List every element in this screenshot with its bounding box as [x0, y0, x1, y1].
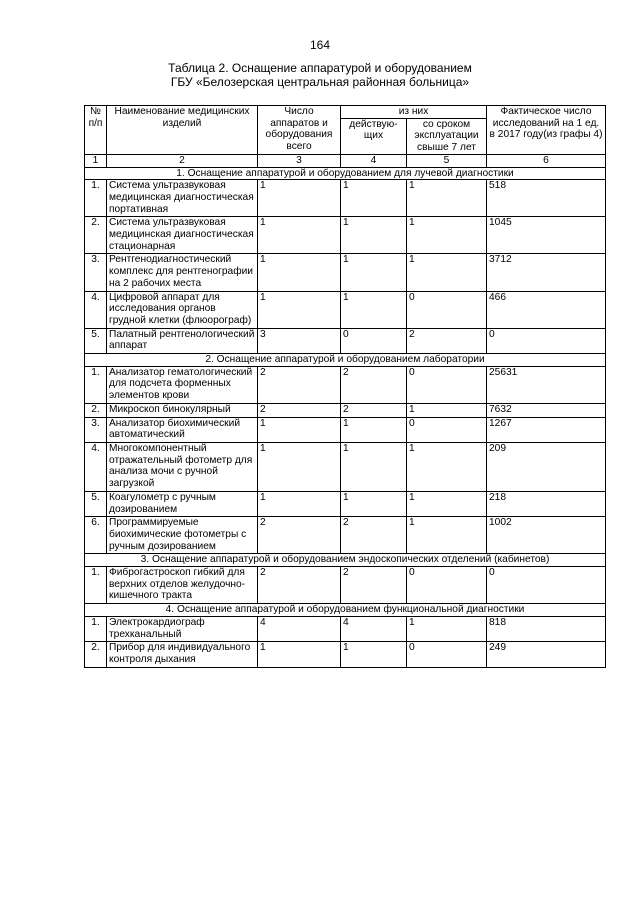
table-row: [85, 642, 606, 667]
column-index-row: [85, 154, 606, 167]
cell-working: 2: [341, 366, 407, 403]
cell-num: 5.: [85, 491, 107, 516]
section-header-row: [85, 354, 606, 367]
cell-name: Прибор для индивидуального контроля дыхания: [107, 642, 258, 667]
section-title: 4. Оснащение аппаратурой и оборудованием функциональной диагностики: [85, 604, 606, 617]
cell-total: 1: [258, 442, 341, 491]
cell-old: 1: [407, 180, 487, 217]
cell-total: 1: [258, 254, 341, 291]
section-header-row: [85, 604, 606, 617]
section-title: 3. Оснащение аппаратурой и оборудованием эндоскопических отделений (кабинетов): [85, 554, 606, 567]
cell-name: Цифровой аппарат для исследования органов грудной клетки (флюорограф): [107, 291, 258, 328]
cell-num: 4.: [85, 291, 107, 328]
cell-name: Микроскоп бинокулярный: [107, 403, 258, 417]
table-row: [85, 442, 606, 491]
cell-name: Программируемые биохимические фотометры с ручным дозированием: [107, 517, 258, 554]
cell-name: Анализатор гематологический для подсчета форменных элементов крови: [107, 366, 258, 403]
table-row: [85, 180, 606, 217]
cell-total: 3: [258, 328, 341, 353]
cell-working: 4: [341, 616, 407, 641]
cell-working: 2: [341, 403, 407, 417]
cell-num: 1.: [85, 616, 107, 641]
title-line-2: ГБУ «Белозерская центральная районная больница»: [170, 75, 470, 89]
cell-num: 1.: [85, 180, 107, 217]
cell-working: 0: [341, 328, 407, 353]
cell-studies: 818: [487, 616, 606, 641]
cell-name: Многокомпонентный отражательный фотометр для анализа мочи с ручной загрузкой: [107, 442, 258, 491]
section-header-row: [85, 167, 606, 180]
cell-total: 2: [258, 567, 341, 604]
document-title: [0, 61, 640, 89]
cell-num: 3.: [85, 254, 107, 291]
cell-name: Фиброгастроскоп гибкий для верхних отделов желудочно-кишечного тракта: [107, 567, 258, 604]
cell-studies: 1267: [487, 417, 606, 442]
equipment-table: [84, 105, 606, 668]
cell-working: 1: [341, 417, 407, 442]
cell-working: 1: [341, 217, 407, 254]
cell-old: 1: [407, 442, 487, 491]
section-title: 2. Оснащение аппаратурой и оборудованием лаборатории: [85, 354, 606, 367]
cell-old: 1: [407, 254, 487, 291]
cell-studies: 0: [487, 567, 606, 604]
cell-name: Система ультразвуковая медицинская диагностическая стационарная: [107, 217, 258, 254]
cell-studies: 466: [487, 291, 606, 328]
column-index: 6: [487, 154, 606, 167]
cell-old: 1: [407, 616, 487, 641]
table-body: [85, 167, 606, 667]
header-total: Число аппаратов и оборудования всего: [258, 106, 341, 155]
column-index: 3: [258, 154, 341, 167]
header-of-them: из них: [341, 106, 487, 119]
cell-total: 1: [258, 642, 341, 667]
header-studies: Фактическое число исследований на 1 ед. в 2017 году(из графы 4): [487, 106, 606, 155]
column-index: 2: [107, 154, 258, 167]
header-num: № п/п: [85, 106, 107, 155]
table-row: [85, 291, 606, 328]
column-index: 1: [85, 154, 107, 167]
column-index: 4: [341, 154, 407, 167]
table-row: [85, 417, 606, 442]
cell-total: 2: [258, 517, 341, 554]
cell-studies: 3712: [487, 254, 606, 291]
cell-studies: 1045: [487, 217, 606, 254]
header-working: действую-щих: [341, 118, 407, 154]
cell-name: Система ультразвуковая медицинская диагностическая портативная: [107, 180, 258, 217]
cell-total: 1: [258, 180, 341, 217]
cell-name: Палатный рентгенологический аппарат: [107, 328, 258, 353]
cell-name: Электрокардиограф трехканальный: [107, 616, 258, 641]
table-row: [85, 491, 606, 516]
section-title: 1. Оснащение аппаратурой и оборудованием для лучевой диагностики: [85, 167, 606, 180]
cell-old: 1: [407, 491, 487, 516]
cell-studies: 7632: [487, 403, 606, 417]
cell-studies: 218: [487, 491, 606, 516]
column-index: 5: [407, 154, 487, 167]
cell-studies: 0: [487, 328, 606, 353]
cell-studies: 249: [487, 642, 606, 667]
table-row: [85, 328, 606, 353]
cell-total: 1: [258, 417, 341, 442]
cell-old: 1: [407, 217, 487, 254]
cell-working: 2: [341, 517, 407, 554]
cell-total: 1: [258, 291, 341, 328]
table-row: [85, 616, 606, 641]
cell-num: 1.: [85, 567, 107, 604]
cell-old: 2: [407, 328, 487, 353]
page-number: 164: [309, 38, 331, 52]
cell-old: 0: [407, 642, 487, 667]
cell-name: Рентгенодиагностический комплекс для рентгенографии на 2 рабочих места: [107, 254, 258, 291]
cell-working: 1: [341, 491, 407, 516]
cell-num: 4.: [85, 442, 107, 491]
table-row: [85, 254, 606, 291]
cell-old: 1: [407, 403, 487, 417]
cell-old: 0: [407, 567, 487, 604]
cell-studies: 209: [487, 442, 606, 491]
cell-working: 2: [341, 567, 407, 604]
cell-working: 1: [341, 291, 407, 328]
cell-working: 1: [341, 442, 407, 491]
cell-num: 6.: [85, 517, 107, 554]
table-row: [85, 403, 606, 417]
cell-old: 0: [407, 417, 487, 442]
cell-studies: 25631: [487, 366, 606, 403]
cell-working: 1: [341, 642, 407, 667]
cell-total: 4: [258, 616, 341, 641]
cell-num: 1.: [85, 366, 107, 403]
cell-num: 2.: [85, 403, 107, 417]
cell-num: 5.: [85, 328, 107, 353]
cell-old: 1: [407, 517, 487, 554]
table-row: [85, 517, 606, 554]
cell-total: 1: [258, 217, 341, 254]
table-row: [85, 567, 606, 604]
table-row: [85, 366, 606, 403]
table-row: [85, 217, 606, 254]
cell-studies: 1002: [487, 517, 606, 554]
cell-working: 1: [341, 254, 407, 291]
cell-old: 0: [407, 366, 487, 403]
cell-num: 2.: [85, 217, 107, 254]
cell-old: 0: [407, 291, 487, 328]
cell-num: 2.: [85, 642, 107, 667]
cell-name: Анализатор биохимический автоматический: [107, 417, 258, 442]
title-line-1: Таблица 2. Оснащение аппаратурой и оборудованием: [168, 61, 472, 75]
table-header: [85, 106, 606, 168]
header-old: со сроком эксплуатации свыше 7 лет: [407, 118, 487, 154]
section-header-row: [85, 554, 606, 567]
cell-studies: 518: [487, 180, 606, 217]
header-name: Наименование медицинских изделий: [107, 106, 258, 155]
cell-total: 2: [258, 366, 341, 403]
cell-total: 2: [258, 403, 341, 417]
cell-num: 3.: [85, 417, 107, 442]
cell-total: 1: [258, 491, 341, 516]
cell-name: Коагулометр с ручным дозированием: [107, 491, 258, 516]
cell-working: 1: [341, 180, 407, 217]
